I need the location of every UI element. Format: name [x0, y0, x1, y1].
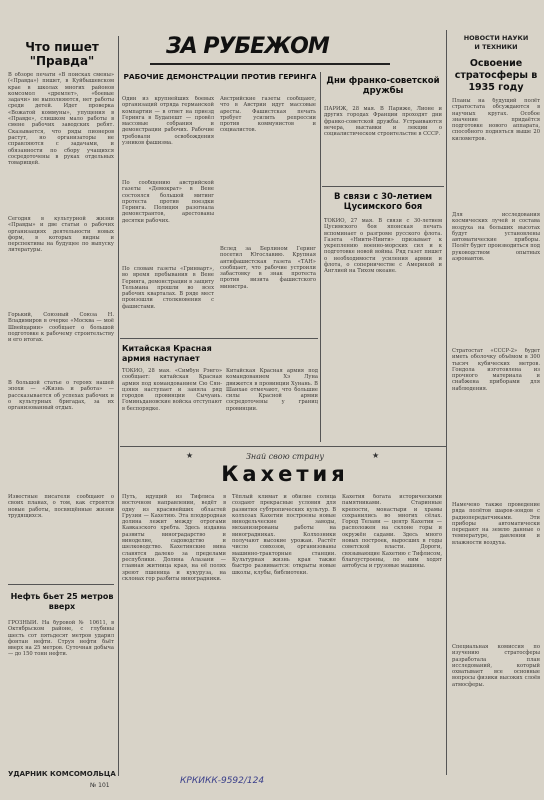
science-text-1: Планы на будущий полёт стратостата обсуждаются в научных кругах. Особое значение придаётся подготовке нового аппарата, способного подняться выше 20 километров. — [452, 98, 540, 142]
demonstrations-headline: РАБОЧИЕ ДЕМОНСТРАЦИИ ПРОТИВ ГЕРИНГА — [123, 72, 317, 81]
demonstrations-text-3: По словам газеты «Гринварт», во время пребывания в Вене Геринга, демонстрации в защиту Тельмана прошли во всех рабочих кварталах. В ряде мест произошли столкновения с фашистами. — [122, 266, 214, 310]
science-text-5: Специальная комиссия по изучению стратосферы разработала план исследований, который охватывает все основные вопросы физики высоких слоёв атмосферы. — [452, 644, 540, 688]
science-label-1: НОВОСТИ НАУКИ — [463, 34, 529, 42]
science-text-4: Намечено также проведение ряда полётов шаров-зондов с радиопередатчиками. Эти приборы автоматически передают на землю данные о температуре, давлении и влажности воздуха. — [452, 502, 540, 546]
left-headline: Что пишет "Правда" — [25, 40, 99, 68]
kakhetia-col-2: Тёплый климат и обилие солнца создают прекрасные условия для развития субтропических культур. В колхозах Кахетии построены новые винодельческие заводы, механизированы работы на виноградниках. Колхозники получают высокие урожаи. Растёт число совхозов, организованы машинно-тракторные станции. Культурная жизнь края также быстро развивается: открыты новые школы, клубы, библиотеки. — [232, 494, 336, 576]
science-headline: Освоение стратосферы в 1935 году — [454, 58, 538, 93]
kakhetia-headline: Кахетия — [221, 462, 349, 486]
star-icon: ★ — [186, 451, 194, 460]
friendship-headline: Дни франко-советской дружбы — [326, 76, 440, 96]
kakhetia-col-1: Путь, идущий из Тифлиса в восточном направлении, ведёт в одну из красивейших областей Грузии — Кахетию. Эта плодородная долина лежит между отрогами Кавказского хребта. Здесь издавна развиты виноградарство и виноделие, садоводство и шелководство. Кахетинские вина славятся далеко за пределами республики. Долина Алазани — главная житница края, на её полях зреют пшеница и кукуруза, на склонах гор разбиты виноградники. — [122, 494, 226, 582]
science-text-2: Для исследования космических лучей и состава воздуха на больших высотах будут установлены автоматические приборы. Полёт будет производиться под руководством опытных аэронавтов. — [452, 212, 540, 263]
china-rule-top — [120, 338, 318, 339]
demonstrations-text-1: Один из крупнейших боевых организаций отряда германской компартии — в ответ на приезд Геринга в Будапешт — провёл массовые собрания и демонстрации рабочих. Рабочие требовали освобождения узников фашизма. — [122, 96, 214, 147]
demonstrations-text-2: По сообщению австрийской газеты «Демократ» в Вене состоялся большой митинг протеста против поездки Геринга. Полиция разогнала демонстрантов, арестованы десятки рабочих. — [122, 180, 214, 224]
left-snippet-3: В большой статье о героях нашей эпохи — «Жизнь и работа» — рассказывается об успехах рабочих и о культурных бригадах, за их организованный отдых. — [8, 380, 114, 412]
left-snippet-4: Известные писатели сообщают о своих планах, о том, как строятся новые работы, посвящённые жизни трудящихся. — [8, 494, 114, 519]
footer-name: УДАРНИК КОМСОМОЛЬЦА — [8, 770, 116, 778]
kakhetia-rule-top — [120, 446, 446, 447]
left-sub-heading: Нефть бьет 25 метров вверх — [10, 592, 114, 611]
masthead-title: ЗА РУБЕЖОМ — [166, 34, 329, 59]
star-icon: ★ — [372, 451, 380, 460]
left-sub-text: ГРОЗНЫЙ. На буровой № 10611, в Октябрьском районе, с глубины шесть сот пятьдесят метров ударил фонтан нефти. Струя нефти бьёт вверх на 25 метров. Суточная добыча — до 150 тонн нефти. — [8, 620, 114, 658]
archive-stamp: КРКИКК-9592/124 — [180, 776, 265, 786]
kakhetia-banner: Знай свою страну — [245, 452, 325, 461]
science-text-3: Стратостат «СССР-2» будет иметь оболочку объёмом в 300 тысяч кубических метров. Гондола изготовлена из прочного материала и снабжена приборами для наблюдения. — [452, 348, 540, 392]
left-snippet-1: Сегодня в культурной жизни «Правды» и две статьи о рабочих организациях деятельности новых форм, в которых видны и перспективы на будущее по выпуску литературы. — [8, 216, 114, 254]
kakhetia-col-3: Кахетия богата историческими памятниками. Старинные крепости, монастыри и храмы сохранились во многих сёлах. Город Телави — центр Кахетии — расположен на склоне горы и окружён садами. Здесь много новых построек, выросших в годы советской власти. Дороги, связывающие Кахетию с Тифлисом, благоустроены, по ним ходят автобусы и грузовые машины. — [342, 494, 442, 570]
footer-num: № 101 — [90, 782, 110, 789]
masthead-underline — [150, 63, 390, 65]
tsushima-headline: В связи с 30-летием Цусимского боя — [333, 192, 433, 212]
china-text-1: ТОКИО, 28 мая. «Симбун Рэнго» сообщает: китайская Красная армия под командованием Сю Сян-цзяня наступает и заняла ряд городов провинции Сычуань. Гоминьдановские войска отступают в беспорядке. — [122, 368, 222, 412]
china-text-2: Китайская Красная армия под командованием Хэ Луна движется в провинции Хунань. В Шанхае отмечают, что большие силы Красной армии сосредоточены у границ провинции. — [226, 368, 318, 412]
china-headline: Китайская Красная армия наступает — [122, 344, 212, 363]
middle-rule — [320, 72, 321, 442]
left-rule — [118, 36, 119, 776]
demonstrations-text-4: Австрийские газеты сообщают, что в Австрии идут массовые аресты. Фашистская печать требует усилить репрессии против коммунистов и социалистов. — [220, 96, 316, 134]
left-intro: В обзоре печати «В поисках смены» («Правда») пишет, в Куйбышевском крае в школах многих районов комсомол «дремлет», «боевые задачи» не выполняются, нет работы среди детей. Идет проверка «Вожатой коммуны», упущения в «Правде», слишком мало работы в смене рабочих заводских ребят. Сказывается, что ряды пионеров растут, но организаторы не справляются с задачами, и обязанности по сбору учащихся сосредоточены в руках отдельных товарищей. — [8, 72, 114, 167]
right-rule — [446, 30, 447, 775]
science-label-2: И ТЕХНИКИ — [474, 43, 518, 51]
tsushima-text: ТОКИО, 27 мая. В связи с 30-летием Цусимского боя японская печать вспоминает о разгроме русского флота. Газета «Ниити-Ниити» призывает к укреплению военно-морских сил и к подготовке новой войны. Ряд газет пишет о необходимости усиления армии и флота, о соперничестве с Америкой и Англией на Тихом океане. — [324, 218, 442, 275]
friendship-text: ПАРИЖ, 28 мая. В Париже, Лионе и других городах Франции проходят дни франко-советской дружбы. Устраиваются вечера, выставки и лекции о социалистическом строительстве в СССР. — [324, 106, 442, 138]
left-divider — [8, 584, 114, 585]
demonstrations-text-5: Вслед за Берлином Геринг посетил Югославию. Крупная антифашистская газета «ТАН» сообщает, что рабочие устроили забастовку в знак протеста против визита фашистского министра. — [220, 246, 316, 290]
left-snippet-2: Горький, Союзный Союза Н. Владимиров в очерке «Москва — моё Швейцарии» сообщает о большой подготовке к рабочему строительству и его итогах. — [8, 312, 114, 344]
friendship-rule — [322, 186, 444, 187]
